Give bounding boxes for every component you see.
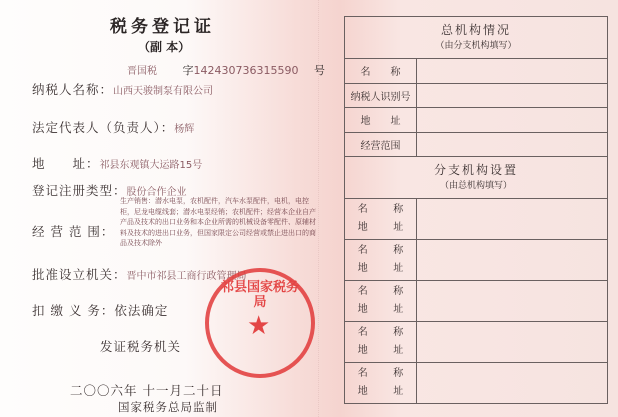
issue-date: 二〇〇六年 十一月二十日	[70, 383, 224, 398]
hq-note: （由分支机构填写）	[435, 40, 517, 51]
label-char: 名	[357, 245, 368, 256]
label-char: 地	[357, 304, 368, 315]
hq-name-cell	[417, 59, 608, 84]
field-taxpayer-name	[32, 79, 213, 98]
field-label: 批准设立机关：	[32, 267, 127, 282]
field-address	[32, 153, 202, 172]
label-char: 地	[357, 263, 368, 274]
official-seal	[205, 268, 315, 378]
label-char: 址	[393, 304, 404, 315]
document-subtitle: （副 本）	[138, 40, 191, 54]
hq-header	[345, 17, 608, 59]
branch-labels	[345, 363, 417, 404]
branch-table	[344, 16, 608, 404]
field-value: 晋中市祁县工商行政管理局	[126, 271, 247, 282]
hq-scope-cell	[417, 132, 608, 157]
seal-text: 祁县国家税务局	[220, 280, 299, 310]
label-char: 地	[357, 345, 368, 356]
branch-note: （由总机构填写）	[439, 180, 512, 191]
hq-scope-label: 经营范围	[345, 132, 417, 157]
hq-taxid-label: 纳税人识别号	[345, 83, 417, 108]
field-value: 杨辉	[174, 124, 195, 135]
field-label: 纳税人名称：	[32, 82, 114, 97]
label-char: 名	[357, 327, 368, 338]
number-prefix: 晋国税	[127, 66, 157, 77]
branch-cell	[417, 281, 608, 322]
field-value: 股份合作企业	[126, 187, 187, 198]
field-withholding	[32, 300, 168, 319]
number-zi: 字	[182, 64, 194, 77]
hq-name-label: 名 称	[345, 59, 417, 84]
label-char: 址	[393, 263, 404, 274]
label-char: 地	[357, 222, 368, 233]
field-scope-label: 经 营 范 围：	[32, 224, 115, 239]
label-char: 称	[393, 204, 404, 215]
footer-supervisor: 国家税务总局监制	[118, 400, 218, 414]
label-char: 址	[393, 386, 404, 397]
branch-labels	[345, 199, 417, 240]
number-suffix: 号	[313, 64, 325, 77]
field-value: 山西天骏制泵有限公司	[113, 86, 214, 97]
label-char: 称	[393, 368, 404, 379]
branch-cell	[417, 322, 608, 363]
issuer-label: 发证税务机关	[100, 339, 182, 354]
label-char: 称	[393, 286, 404, 297]
document-title: 税务登记证	[110, 17, 215, 37]
label-char: 址	[393, 345, 404, 356]
label-char: 称	[393, 245, 404, 256]
field-label: 登记注册类型：	[32, 183, 127, 198]
field-label: 扣 缴 义 务：	[32, 303, 115, 318]
branch-cell	[417, 199, 608, 240]
field-value: 祁县东观镇大运路15号	[99, 160, 203, 171]
hq-address-label: 地 址	[345, 108, 417, 133]
field-label: 地 址：	[32, 156, 100, 171]
branch-labels	[345, 281, 417, 322]
number-value: 142430736315590	[193, 64, 299, 77]
field-value: 依法确定	[114, 303, 169, 318]
label-char: 称	[393, 327, 404, 338]
field-legal-rep	[32, 117, 194, 136]
label-char: 名	[357, 204, 368, 215]
label-char: 名	[357, 368, 368, 379]
label-char: 地	[357, 386, 368, 397]
hq-taxid-cell	[417, 83, 608, 108]
label-char: 名	[357, 286, 368, 297]
branch-labels	[345, 322, 417, 363]
field-label: 法定代表人（负责人）：	[32, 120, 175, 135]
registration-number	[127, 62, 325, 78]
label-char: 址	[393, 222, 404, 233]
hq-title: 总机构情况	[440, 22, 511, 37]
hq-address-cell	[417, 108, 608, 133]
branch-header	[345, 157, 608, 199]
branch-cell	[417, 363, 608, 404]
branch-cell	[417, 240, 608, 281]
branch-labels	[345, 240, 417, 281]
field-scope-value: 生产销售：潜水电泵，农机配件，汽车水泵配件，电机，电控柜，尼龙电缆线套；潜水电泵经销；农机配件；经营本企业自产产品及技术的出口业务和本企业所需的机械设备零配件、原辅材料及技术的进出口业务，但国家限定公司经营或禁止进出口的商品及技术除外	[120, 197, 316, 247]
branch-title: 分支机构设置	[433, 162, 518, 177]
star-icon: ★	[247, 311, 271, 341]
